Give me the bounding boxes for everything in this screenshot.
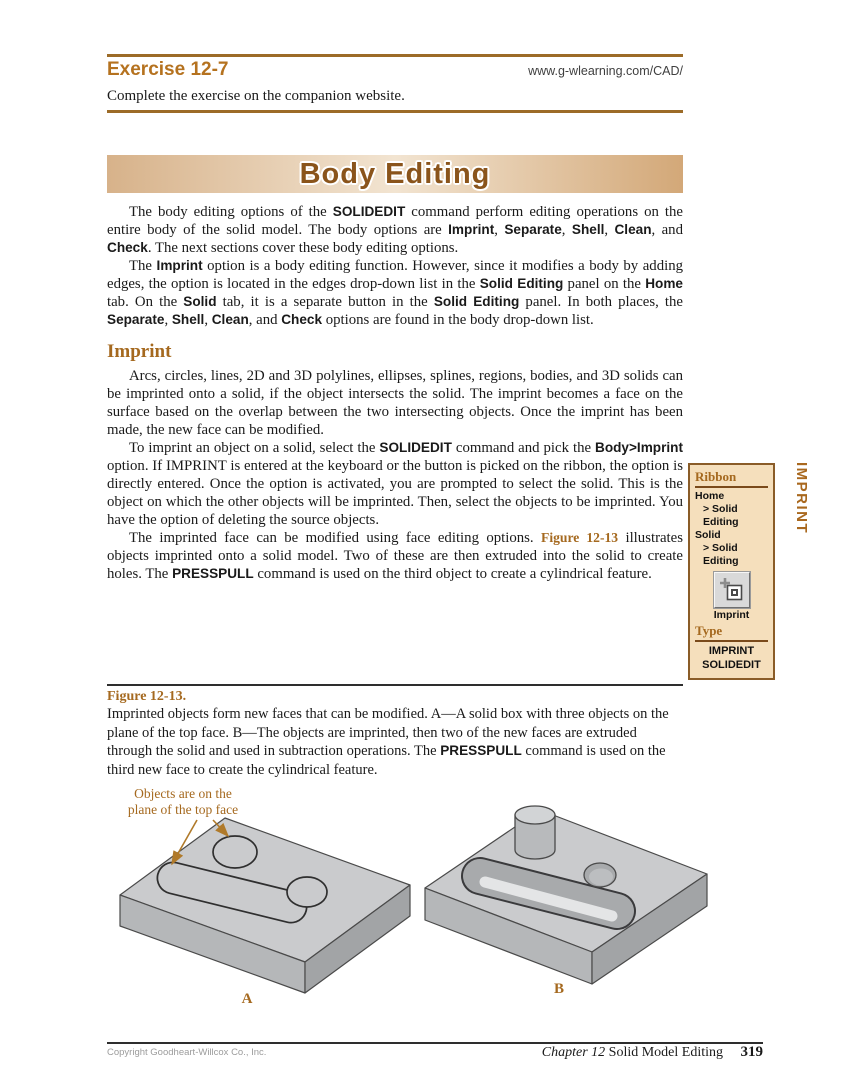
divider [695,486,768,488]
figure-annotation [128,786,238,817]
ribbon-reference-box [688,463,775,680]
exercise-subtitle: Complete the exercise on the companion website. [107,88,405,104]
ribbon-path-solid: Solid [695,529,721,541]
figure-illustration [95,780,735,1015]
paragraph: The imprinted face can be modified using face editing options. Figure 12-13 illustrates objects imprinted onto a solid model. Two of these are then extruded into the solid to create holes. The PRESSPULL command is used on the third object to create a cylindrical feature. [107,530,683,582]
chapter-label: Chapter 12 [541,1045,606,1060]
circle-object-1 [213,836,257,868]
figure-caption-block [107,684,683,779]
paragraph: The Imprint option is a body editing function. However, since it modifies a body by adding edges, the option is located in the edges drop-down list in the Solid Editing panel on the Home tab. On the Solid tab, it is a separate button in the Solid Editing panel. In both places, the Separate, Shell, Clean, and Check options are found in the body drop-down list. [107,258,683,328]
type-heading: Type [695,623,723,638]
ribbon-path-home-sub: > Solid Editing [703,503,739,528]
exercise-top-rule [107,54,683,57]
section-title: Body Editing [299,157,491,190]
imprint-glyph [718,576,746,604]
figure-rule [107,684,683,686]
paragraph: To imprint an object on a solid, select the SOLIDEDIT command and pick the Body>Imprint option. If IMPRINT is entered at the keyboard or the button is picked on the ribbon, the option is directly entered. Once the option is activated, you are prompted to select the solid. This is the object on which the other objects will be imprinted. Then, select the objects to be imprinted. You have the option of deleting the source objects. [107,440,683,528]
margin-tab-imprint: IMPRINT [793,462,810,535]
exercise-bottom-rule [107,110,683,113]
annotation-line-1: Objects are on the [134,786,232,801]
figure-title: Figure 12-13. [107,689,187,704]
imprint-button-icon [714,572,750,608]
imprint-button-label: Imprint [713,609,750,621]
circle-object-2 [287,877,327,907]
ribbon-path-solid-sub: > Solid Editing [703,542,739,567]
exercise-url: www.g-wlearning.com/CAD/ [528,64,683,78]
body-text-column [107,203,683,583]
annotation-line-2: plane of the top face [127,802,239,817]
ribbon-path-home: Home [695,490,725,502]
exercise-title: Exercise 12-7 [107,59,229,80]
type-command-imprint: IMPRINT [708,645,755,657]
paragraph: Arcs, circles, lines, 2D and 3D polylines, ellipses, splines, regions, bodies, and 3D solids can be imprinted onto a solid, if the object intersects the solid. The imprint becomes a face on the surface based on the overlap between the two intersecting objects. Once the imprint has been made, the new face can be modified. [107,368,683,438]
imprint-section-heading: Imprint [107,341,172,362]
footer-chapter [400,1044,763,1061]
hole-floor [589,869,613,886]
footer-copyright: Copyright Goodheart-Willcox Co., Inc. [107,1047,267,1058]
exercise-header [107,59,683,81]
cylinder-top [515,806,555,824]
divider [695,640,768,642]
chapter-title: Solid Model Editing [608,1045,723,1060]
type-command-solidedit: SOLIDEDIT [702,659,761,671]
page-number: 319 [740,1044,763,1060]
ribbon-heading: Ribbon [695,469,737,484]
figure-caption: Imprinted objects form new faces that can be modified. A—A solid box with three objects on the plane of the top face. B—The objects are imprinted, then two of the new faces are extruded through the solid and used in subtraction operations. The PRESSPULL command is used on the third new face to create the cylindrical feature. [107,706,669,778]
paragraph: The body editing options of the SOLIDEDIT command perform editing operations on the entire body of the solid model. The body options are Imprint, Separate, Shell, Clean, and Check. The next sections cover these body editing options. [107,204,683,256]
section-banner [107,155,683,193]
figure-label-a: A [241,991,253,1007]
figure-label-b: B [553,981,565,997]
